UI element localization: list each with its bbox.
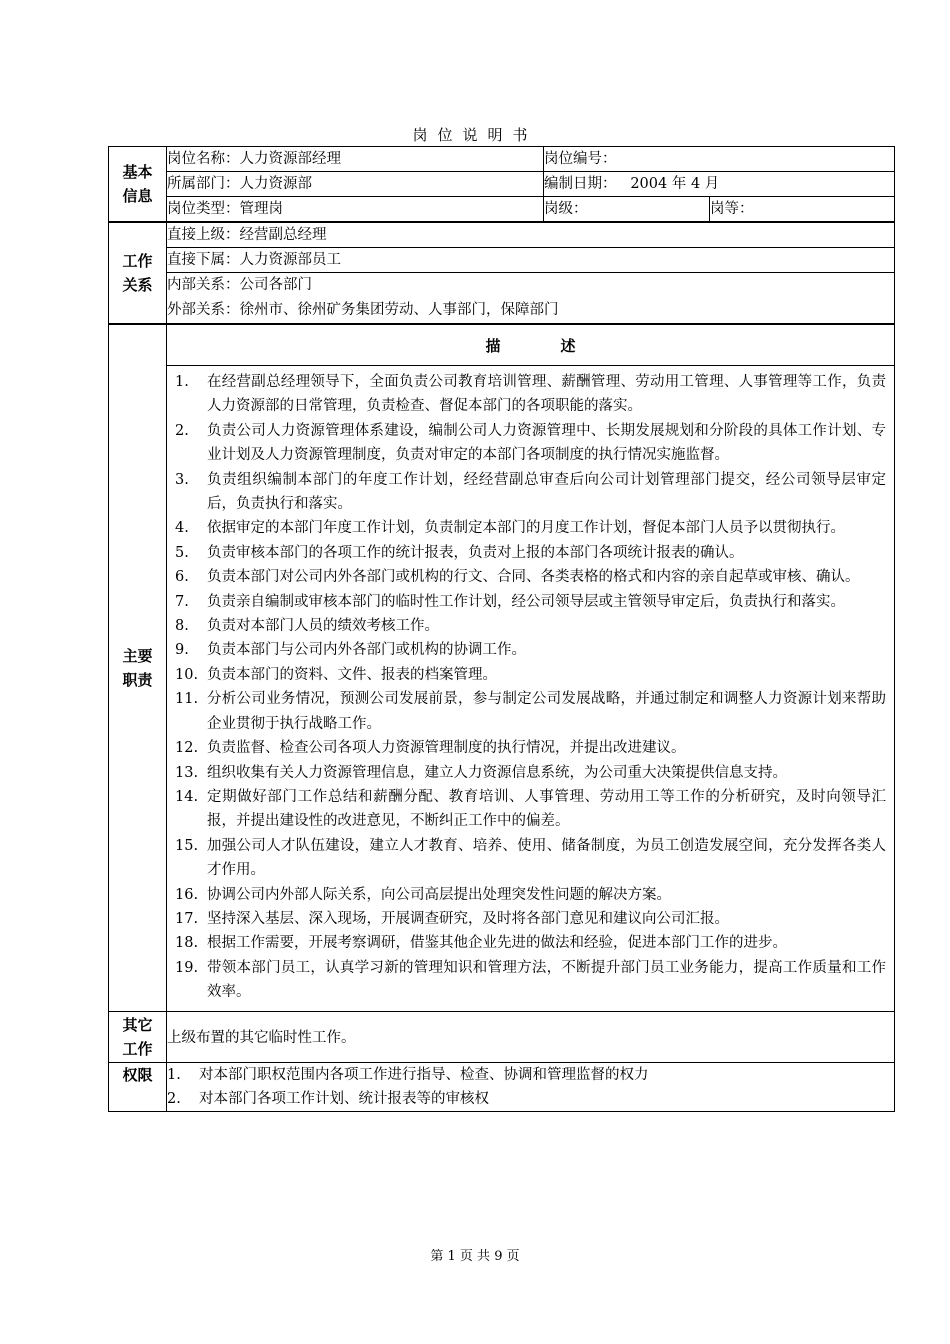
duty-number: 10. [175, 666, 199, 683]
grade: 岗级： [544, 197, 710, 223]
authority-list [167, 1062, 895, 1111]
duty-item [175, 785, 886, 834]
duty-item [175, 883, 886, 907]
duty-item [175, 370, 886, 419]
duty-text: 负责监督、检查公司各项人力资源管理制度的执行情况，并提出改进建议。 [207, 740, 686, 757]
duty-text: 在经营副总经理领导下，全面负责公司教育培训管理、薪酬管理、劳动用工管理、人事管理等工作，负责人力资源部的日常管理，负责检查、督促本部门的各项职能的落实。 [207, 374, 886, 415]
duty-number: 8. [175, 618, 189, 635]
basic-info-label-text: 基本信息 [122, 163, 153, 205]
department: 所属部门：人力资源部 [167, 172, 544, 197]
duty-number: 15. [175, 837, 199, 854]
external-relations: 外部关系：徐州市、徐州矿务集团劳动、人事部门，保障部门 [167, 302, 559, 318]
other-work-label [109, 1011, 167, 1062]
authority-text: 对本部门职权范围内各项工作进行指导、检查、协调和管理监督的权力 [199, 1066, 649, 1083]
duty-number: 7. [175, 593, 189, 610]
authority-row [109, 1062, 895, 1111]
duty-text: 负责公司人力资源管理体系建设，编制公司人力资源管理中、长期发展规划和分阶段的具体工作计划、专业计划及人力资源管理制度，负责对审定的本部门各项制度的执行情况实施监督。 [207, 422, 886, 464]
duty-item [175, 614, 886, 638]
description-header-right: 述 [560, 336, 576, 355]
duty-text: 带领本部门员工，认真学习新的管理知识和管理方法，不断提升部门员工业务能力，提高工作质量和工作效率。 [207, 959, 886, 1001]
duties-content-row [109, 366, 895, 1012]
duty-number: 4. [175, 520, 189, 537]
page-footer: 第 1 页 共 9 页 [430, 1249, 520, 1264]
other-row [109, 1011, 895, 1062]
duty-number: 19. [175, 959, 199, 976]
duty-item [175, 834, 886, 883]
basic-row-1 [109, 147, 895, 172]
duty-text: 负责对本部门人员的绩效考核工作。 [207, 618, 439, 635]
basic-row-2 [109, 172, 895, 197]
description-header [167, 324, 895, 366]
authority-number: 2. [167, 1090, 181, 1107]
duty-number: 13. [175, 764, 199, 781]
duty-text: 负责审核本部门的各项工作的统计报表，负责对上报的本部门各项统计报表的确认。 [207, 544, 744, 561]
direct-superior: 直接上级：经营副总经理 [167, 222, 895, 248]
duty-number: 1. [175, 374, 189, 390]
duties-header-row [109, 324, 895, 366]
duty-number: 3. [175, 471, 189, 488]
duty-text: 负责本部门的资料、文件、报表的档案管理。 [207, 666, 497, 683]
basic-info-label [109, 147, 167, 223]
duty-text: 定期做好部门工作总结和薪酬分配、教育培训、人事管理、劳动用工等工作的分析研究，及时向领导汇报，并提出建设性的改进意见，不断纠正工作中的偏差。 [207, 788, 886, 830]
authority-label [109, 1062, 167, 1111]
job-description-table [108, 146, 895, 1112]
duty-item [175, 516, 886, 540]
authority-item [167, 1087, 894, 1111]
duty-number: 12. [175, 740, 199, 757]
relations-row-1 [109, 222, 895, 248]
duty-item [175, 468, 886, 517]
duty-text: 负责本部门对公司内外各部门或机构的行文、合同、各类表格的格式和内容的亲自起草或审核、确认。 [207, 569, 860, 586]
duty-number: 16. [175, 886, 199, 903]
duty-text: 根据工作需要，开展考察调研，借鉴其他企业先进的做法和经验，促进本部门工作的进步。 [207, 935, 787, 952]
duties-label [109, 324, 167, 1011]
duties-content [167, 366, 895, 1012]
authority-number: 1. [167, 1066, 181, 1083]
duty-text: 负责本部门与公司内外各部门或机构的协调工作。 [207, 642, 526, 659]
relations-row-2 [109, 248, 895, 273]
duties-label-text: 主要职责 [122, 646, 153, 689]
compile-date: 编制日期： 2004 年 4 月 [544, 172, 895, 197]
duty-item [175, 956, 886, 1005]
duty-item [175, 565, 886, 589]
position-type: 岗位类型：管理岗 [167, 197, 544, 223]
duty-text: 组织收集有关人力资源管理信息，建立人力资源信息系统，为公司重大决策提供信息支持。 [207, 764, 787, 781]
authority-label-text: 权限 [122, 1065, 153, 1084]
internal-relations: 内部关系：公司各部门 [167, 277, 312, 293]
duty-item [175, 663, 886, 687]
duty-item [175, 736, 886, 760]
relations-label [109, 222, 167, 324]
duty-number: 6. [175, 569, 189, 586]
position-name: 岗位名称：人力资源部经理 [167, 147, 544, 172]
duty-item [175, 590, 886, 614]
duty-text: 协调公司内外部人际关系，向公司高层提出处理突发性问题的解决方案。 [207, 886, 671, 903]
duty-text: 负责亲自编制或审核本部门的临时性工作计划，经公司领导层或主管领导审定后，负责执行和落实。 [207, 593, 845, 610]
document-title: 岗位说明书 [412, 126, 538, 144]
duty-number: 18. [175, 935, 199, 952]
duty-text: 坚持深入基层、深入现场，开展调查研究，及时将各部门意见和建议向公司汇报。 [207, 910, 729, 927]
description-header-left: 描 [485, 336, 501, 355]
other-work-text: 上级布置的其它临时性工作。 [167, 1011, 895, 1062]
basic-row-3 [109, 197, 895, 223]
duty-number: 9. [175, 642, 189, 659]
duty-number: 2. [175, 422, 189, 439]
duty-item [175, 541, 886, 565]
duty-text: 依据审定的本部门年度工作计划，负责制定本部门的月度工作计划，督促本部门人员予以贯彻执行。 [207, 520, 845, 537]
duty-number: 11. [175, 691, 199, 708]
relations-label-text: 工作关系 [122, 252, 153, 294]
other-work-label-text: 其它工作 [122, 1015, 153, 1058]
duty-text: 加强公司人才队伍建设，建立人才教育、培养、使用、储备制度，为员工创造发展空间，充分发挥各类人才作用。 [207, 837, 886, 879]
duty-text: 负责组织编制本部门的年度工作计划，经经营副总审查后向公司计划管理部门提交，经公司领导层审定后，负责执行和落实。 [207, 471, 886, 513]
duty-item [175, 931, 886, 955]
duty-number: 17. [175, 910, 199, 927]
direct-subordinate: 直接下属：人力资源部员工 [167, 248, 895, 273]
level: 岗等： [710, 197, 895, 223]
position-code: 岗位编号： [544, 147, 895, 172]
relations-row-3 [109, 273, 895, 325]
duty-text: 分析公司业务情况，预测公司发展前景，参与制定公司发展战略，并通过制定和调整人力资源计划来帮助企业贯彻于执行战略工作。 [207, 691, 886, 732]
duty-number: 14. [175, 788, 199, 805]
internal-external-relations [167, 273, 895, 325]
duty-number: 5. [175, 544, 189, 561]
duty-item [175, 907, 886, 931]
duty-item [175, 638, 886, 662]
duty-item [175, 761, 886, 785]
duty-list [167, 366, 894, 1011]
authority-item [167, 1063, 894, 1087]
duty-item [175, 419, 886, 468]
duty-item [175, 687, 886, 736]
authority-text: 对本部门各项工作计划、统计报表等的审核权 [199, 1090, 489, 1107]
